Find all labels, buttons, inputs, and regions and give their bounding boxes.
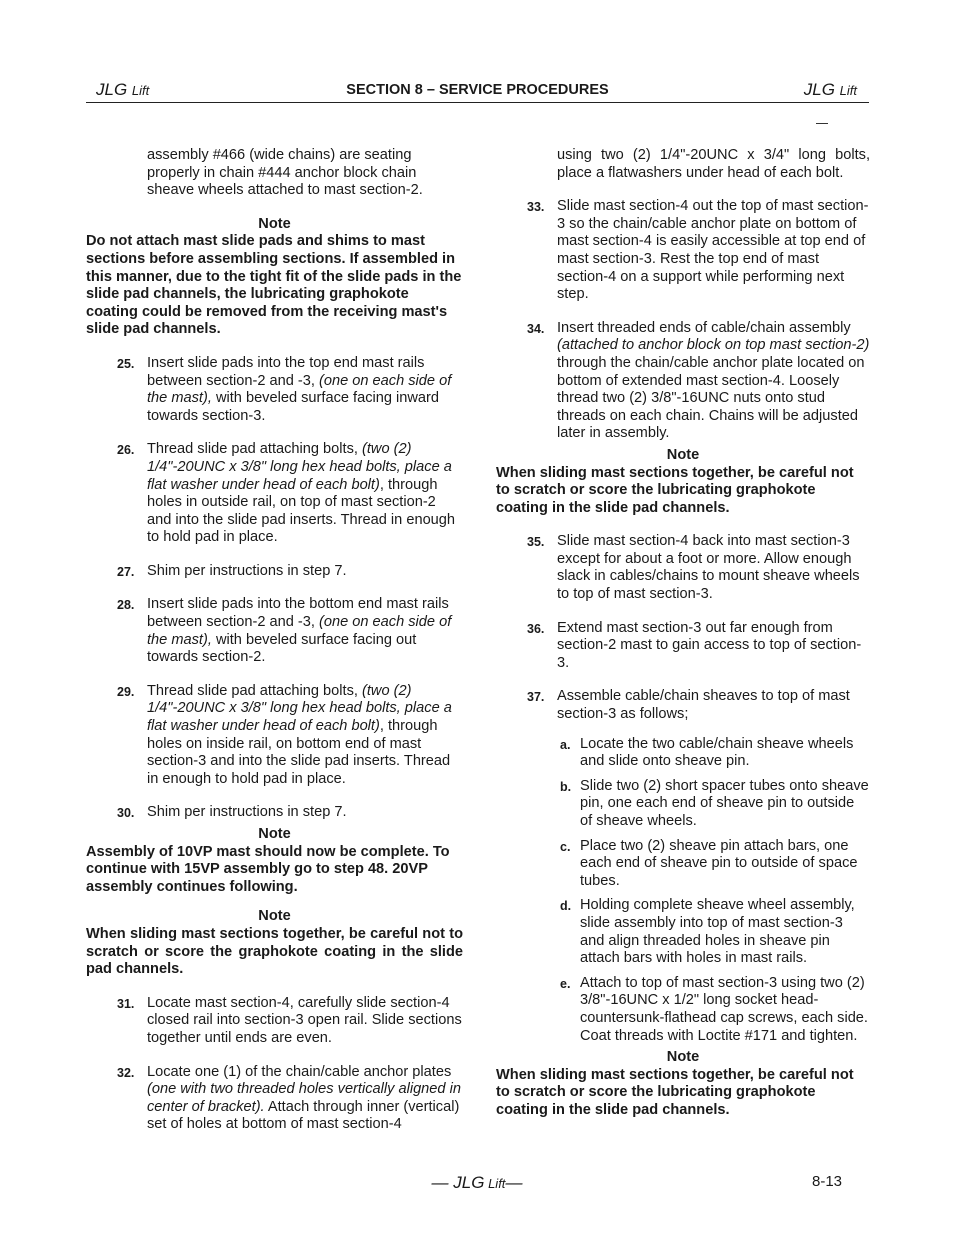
left-column [86,147,463,1150]
step-text: Locate mast section-4, carefully slide section-4 closed rail into section-3 open rail. Slide sections together until ends are even. [147,994,462,1046]
step-28 [86,596,463,666]
step-number: 28. [117,598,135,613]
step-number: 31. [117,996,135,1011]
step-35 [496,533,870,603]
note-body: Do not attach mast slide pads and shims to mast sections before assembling sections. If assembled in this manner, due to the tight fit of the slide pads in the slide pad channels, the lubricating graphokote coating could be removed from the receiving mast's slide pad channels. [86,233,462,338]
note-title: Note [258,215,291,232]
step-text: Slide mast section-4 back into mast section-3 except for about a foot or more. Allow enough slack in cables/chains to mount sheave wheels to top of mast section-3. [557,533,860,603]
header-brand-right: JLG Lift [803,80,857,99]
substep-d [496,897,870,967]
step-27 [86,563,463,581]
step-text: Slide mast section-4 out the top of mast section-3 so the chain/cable anchor plate on bottom of mast section-4 is easily accessible at top end of mast section-3. Rest the top end of mast section-4 on a support while performing next step. [557,198,869,303]
substep-e [496,975,870,1045]
step-25 [86,355,463,425]
substep-letter: d. [560,899,572,914]
step-text: Insert threaded ends of cable/chain assembly (attached to anchor block on top mast section-2) through the chain/cable anchor plate located on bottom of extended mast section-4. Loosely thread two (2) 3/8"-16UNC nuts onto stud threads on each chain. Chains will be adjusted later in assembly. [557,319,870,442]
note-body: When sliding mast sections together, be careful not to scratch or score the graphokote coating in the slide pad channels. [86,925,463,978]
substep-letter: b. [560,779,572,794]
step-26 [86,441,463,547]
step-37 [496,688,870,723]
substep-text: Locate the two cable/chain sheave wheels and slide onto sheave pin. [580,735,854,770]
note-title: Note [666,446,700,463]
substep-letter: c. [560,839,571,854]
note-title: Note [666,1049,700,1066]
step-number: 25. [117,356,135,371]
substep-a [496,736,870,771]
step-32 [86,1064,463,1134]
step-number: 32. [117,1065,135,1080]
step-number: 26. [117,443,135,458]
header-section-title: SECTION 8 – SERVICE PROCEDURES [346,82,609,98]
step-30 [86,804,463,822]
step-33 [496,198,870,304]
step-number: 33. [527,200,545,215]
continuation-paragraph: using two (2) 1/4"-20UNC x 3/4" long bolts, place a flatwashers under head of each bolt. [557,147,870,181]
substep-text: Place two (2) sheave pin attach bars, one each end of sheave pin to outside of space tubes. [580,837,858,889]
right-column [496,147,870,1136]
substep-text: Holding complete sheave wheel assembly, slide assembly into top of mast section-3 and align threaded holes in sheave pin attach bars with holes in mast rails. [580,897,855,967]
intro-paragraph: assembly #466 (wide chains) are seating properly in chain #444 anchor block chain sheave wheels attached to mast section-2. [147,147,423,199]
note-title: Note [258,908,291,925]
step-text: Insert slide pads into the top end mast rails between section-2 and -3, (one on each side of the mast), with beveled surface facing inward towards section-3. [147,354,452,424]
step-number: 29. [117,684,135,699]
substep-b [496,778,870,831]
step-number: 34. [527,321,545,336]
step-34 [496,320,870,443]
page-number: 8-13 [812,1173,843,1190]
note-body: Assembly of 10VP mast should now be complete. To continue with 15VP assembly go to step 48. 20VP assembly continues following. [86,843,450,895]
step-text: Extend mast section-3 out far enough from section-2 mast to gain access to top of section-3. [557,619,862,671]
substep-letter: e. [560,976,571,991]
substep-text: Slide two (2) short spacer tubes onto sheave pin, one each end of sheave pin to outside of sheave wheels. [580,777,869,829]
page-footer-brand: — JLG Lift— [431,1173,523,1192]
note-title: Note [258,826,291,842]
step-text: Insert slide pads into the bottom end mast rails between section-2 and -3, (one on each side of the mast), with beveled surface facing out towards section-2. [147,596,452,666]
step-number: 36. [527,621,545,636]
step-number: 37. [527,690,545,705]
step-text: Locate one (1) of the chain/cable anchor plates (one with two threaded holes vertically aligned in center of bracket). Attach through inner (vertical) set of holes at bottom of mast section-4 [147,1063,461,1133]
step-text: Thread slide pad attaching bolts, (two (2) 1/4"-20UNC x 3/8" long hex head bolts, place a flat washer under head of each bolt), through holes in outside rail, on top of mast section-2 and into the slide pad inserts. Thread in enough to hold pad in place. [147,441,456,546]
margin-mark [816,123,828,124]
substep-letter: a. [560,737,571,752]
note-body: When sliding mast sections together, be careful not to scratch or score the lubricating graphokote coating in the slide pad channels. [496,1066,854,1118]
header-brand-left: JLG Lift [96,80,150,99]
step-31 [86,995,463,1048]
step-29 [86,683,463,789]
step-text: Shim per instructions in step 7. [147,804,347,821]
substep-text: Attach to top of mast section-3 using two (2) 3/8"-16UNC x 1/2" long socket head-countersunk-flathead cap screws, each side. Coat threads with Loctite #171 and tighten. [580,974,868,1044]
step-text: Thread slide pad attaching bolts, (two (2) 1/4"-20UNC x 3/8" long hex head bolts, place a flat washer under head of each bolt), through holes on inside rail, on bottom end of mast section-3 and into the slide pad inserts. Thread in enough to hold pad in place. [147,682,452,787]
step-number: 35. [527,535,545,550]
step-number: 27. [117,564,135,579]
step-36 [496,620,870,673]
step-text: Shim per instructions in step 7. [147,562,347,579]
note-body: When sliding mast sections together, be careful not to scratch or score the lubricating graphokote coating in the slide pad channels. [496,464,854,516]
substep-c [496,838,870,891]
page-header [86,78,869,103]
step-text: Assemble cable/chain sheaves to top of mast section-3 as follows; [557,688,850,723]
step-number: 30. [117,806,135,821]
